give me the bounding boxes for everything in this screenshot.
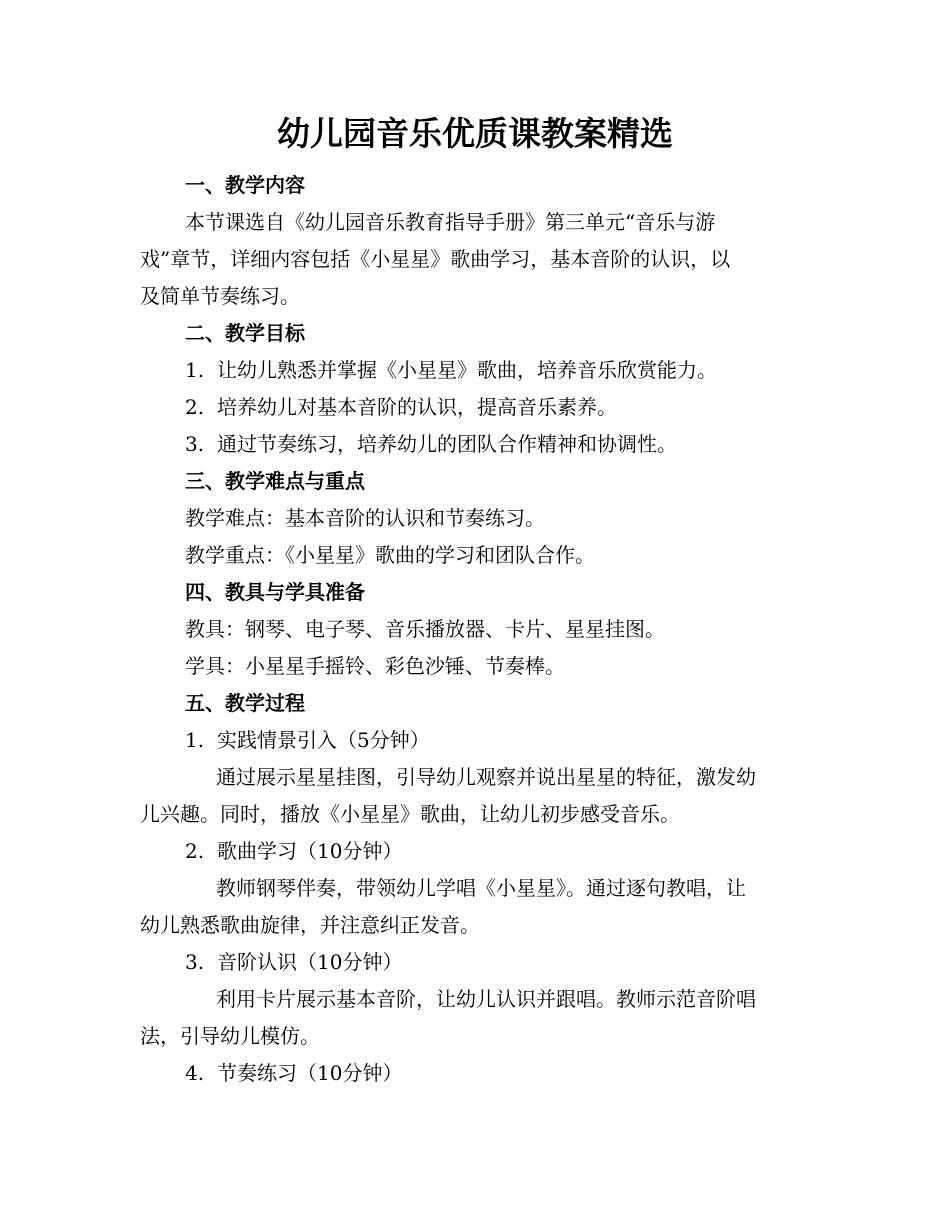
step-number: 1.: [185, 728, 205, 752]
section-heading-objectives: 二、教学目标: [185, 321, 305, 345]
process-step-line: 儿兴趣。同时，播放《小星星》歌曲，让幼儿初步感受音乐。: [140, 802, 680, 826]
objective-item: [185, 352, 717, 389]
objective-number: 2.: [185, 395, 205, 419]
section-heading-process: 五、教学过程: [185, 691, 305, 715]
process-step-title: [185, 1055, 402, 1092]
process-step-title: [185, 944, 402, 981]
section-heading-tools: 四、教具与学具准备: [185, 580, 365, 604]
process-step-line: 利用卡片展示基本音阶，让幼儿认识并跟唱。教师示范音阶唱: [216, 987, 756, 1011]
process-step-line: 教师钢琴伴奏，带领幼儿学唱《小星星》。通过逐句教唱，让: [216, 876, 746, 900]
step-number: 3.: [185, 950, 205, 974]
step-label: 音阶认识（10分钟）: [217, 950, 403, 974]
process-step-title: [185, 722, 430, 759]
step-label: 实践情景引入（5分钟）: [217, 728, 430, 752]
objective-text: 让幼儿熟悉并掌握《小星星》歌曲，培养音乐欣赏能力。: [217, 358, 717, 382]
focus-text: 教学重点：《小星星》歌曲的学习和团队合作。: [185, 543, 595, 567]
process-step-line: 幼儿熟悉歌曲旋律，并注意纠正发音。: [140, 913, 480, 937]
content-paragraph-line: 及简单节奏练习。: [140, 284, 300, 308]
step-number: 4.: [185, 1061, 205, 1085]
objective-item: [185, 389, 617, 426]
process-step-line: 法，引导幼儿模仿。: [140, 1024, 320, 1048]
objective-number: 1.: [185, 358, 205, 382]
objective-number: 3.: [185, 432, 205, 456]
section-heading-key-points: 三、教学难点与重点: [185, 469, 365, 493]
step-label: 歌曲学习（10分钟）: [217, 839, 403, 863]
step-label: 节奏练习（10分钟）: [217, 1061, 403, 1085]
difficulty-text: 教学难点：基本音阶的认识和节奏练习。: [185, 506, 545, 530]
content-paragraph-line: 本节课选自《幼儿园音乐教育指导手册》第三单元“音乐与游: [185, 210, 716, 234]
process-step-line: 通过展示星星挂图，引导幼儿观察并说出星星的特征，激发幼: [216, 765, 756, 789]
objective-item: [185, 426, 677, 463]
content-paragraph-line: 戏”章节，详细内容包括《小星星》歌曲学习，基本音阶的认识，以: [140, 247, 731, 271]
objective-text: 通过节奏练习，培养幼儿的团队合作精神和协调性。: [217, 432, 677, 456]
step-number: 2.: [185, 839, 205, 863]
learning-tools-text: 学具：小星星手摇铃、彩色沙锤、节奏棒。: [185, 654, 565, 678]
section-heading-content: 一、教学内容: [185, 173, 305, 197]
objective-text: 培养幼儿对基本音阶的认识，提高音乐素养。: [217, 395, 617, 419]
document-title: 幼儿园音乐优质课教案精选: [277, 114, 673, 153]
process-step-title: [185, 833, 402, 870]
teaching-tools-text: 教具：钢琴、电子琴、音乐播放器、卡片、星星挂图。: [185, 617, 665, 641]
